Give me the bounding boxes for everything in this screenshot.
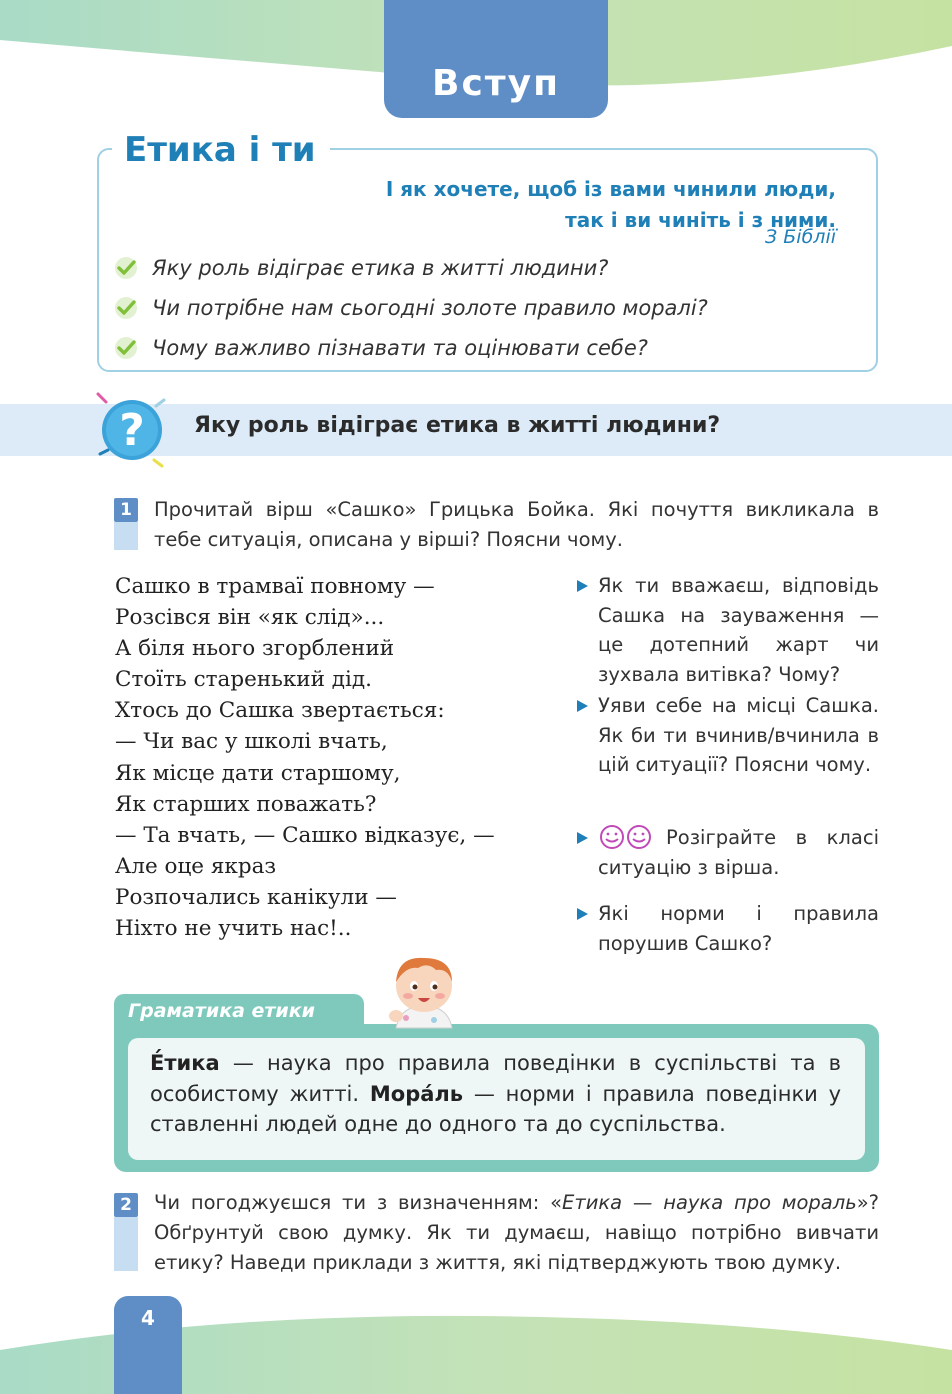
poem-line: Стоїть старенький дід. [115,667,372,693]
question-mark-icon [94,388,170,468]
poem [115,571,495,944]
grammar-label: Граматика етики [114,994,364,1028]
svg-text:?: ? [119,405,145,456]
poem-line: Але оце якраз [115,853,277,879]
page-number-tab [114,1296,182,1394]
bullet-text: Як ти вважаєш, відповідь Сашка на зауваження — це дотепний жарт чи зухвала витівка? Чому? [598,574,879,686]
intro-question-text: Яку роль відіграє етика в житті людини? [152,256,609,280]
bullet-text: Розіграйте в класі ситуацію з вірша. [598,826,879,879]
epigraph-source: З Біблії [765,226,836,248]
poem-line: Хтось до Сашка звертається: [115,698,445,724]
term-morality: Мора́ль [369,1081,464,1106]
task-number-2: 2 [114,1193,138,1217]
bullet-text: Які норми і правила порушив Сашко? [598,902,879,955]
task-1-text: Прочитай вірш «Сашко» Грицька Бойка. Які почуття викликала в тебе ситуація, описана у вірші? Поясни чому. [154,498,879,551]
task-2-text-before: Чи погоджуєшся ти з визначенням: « [154,1191,563,1214]
bullet-item-3 [577,823,879,882]
poem-line: — Та вчать, — Сашко відказує, — [115,822,495,848]
intro-question-text: Чому важливо пізнавати та оцінювати себе? [152,336,648,360]
task-number-1: 1 [114,498,138,522]
intro-title: Етика і ти [112,130,330,170]
intro-question-text: Чи потрібне нам сьогодні золоте правило моралі? [152,296,708,320]
poem-line: Як старших поважать? [115,791,377,817]
task-2-definition-quote: Етика — наука про мораль [562,1191,857,1214]
task-2-text-after: »? Обґрунтуй свою думку. Як ти думаєш, навіщо потрібно вивчати етику? Наведи приклади з життя, які підтверджують твою думку. [154,1191,879,1274]
triangle-bullet-icon [577,832,588,844]
epigraph-line-1: І як хочете, щоб із вами чинили люди, [385,177,836,201]
bullet-item-1 [577,571,879,689]
bullet-item-2 [577,691,879,780]
chapter-title: Вступ [432,63,560,104]
triangle-bullet-icon [577,700,588,712]
task-bar-2 [114,1217,138,1271]
page-number: 4 [141,1306,155,1330]
intro-question-2 [114,296,708,320]
poem-line: — Чи вас у школі вчать, [115,729,388,755]
child-illustration [378,950,470,1030]
task-bar-1 [114,522,138,550]
triangle-bullet-icon [577,908,588,920]
check-icon [114,336,138,360]
triangle-bullet-icon [577,580,588,592]
poem-line: Ніхто не учить нас!.. [115,916,352,942]
poem-line: Розпочались канікули — [115,884,397,910]
role-play-smiles-icon [598,824,654,850]
poem-line: А біля нього згорблений [115,636,395,662]
poem-line: Розсівся він «як слід»... [115,605,385,631]
check-icon [114,296,138,320]
intro-question-1 [114,256,608,280]
bullet-text: Уяви себе на місці Сашка. Як би ти вчинив/вчинила в цій ситуації? Поясни чому. [598,694,879,776]
poem-line: Сашко в трамваї повному — [115,574,435,599]
chapter-tab [384,0,608,118]
term-ethics: Е́тика [150,1051,220,1075]
poem-line: Як місце дати старшому, [115,760,401,786]
task-2-text [154,1188,879,1278]
bullet-item-4 [577,899,879,958]
definition-morality: — норми і правила поведінки у ставленні людей одне до одного та до суспільства. [150,1081,842,1136]
check-icon [114,256,138,280]
section-title: Яку роль відіграє етика в житті людини? [194,413,721,438]
intro-question-3 [114,336,648,360]
definition-ethics: — наука про правила поведінки в суспільстві та в особистому житті. [150,1051,841,1106]
epigraph-line-2: так і ви чиніть і з ними. [565,208,836,232]
grammar-definition [128,1038,865,1160]
